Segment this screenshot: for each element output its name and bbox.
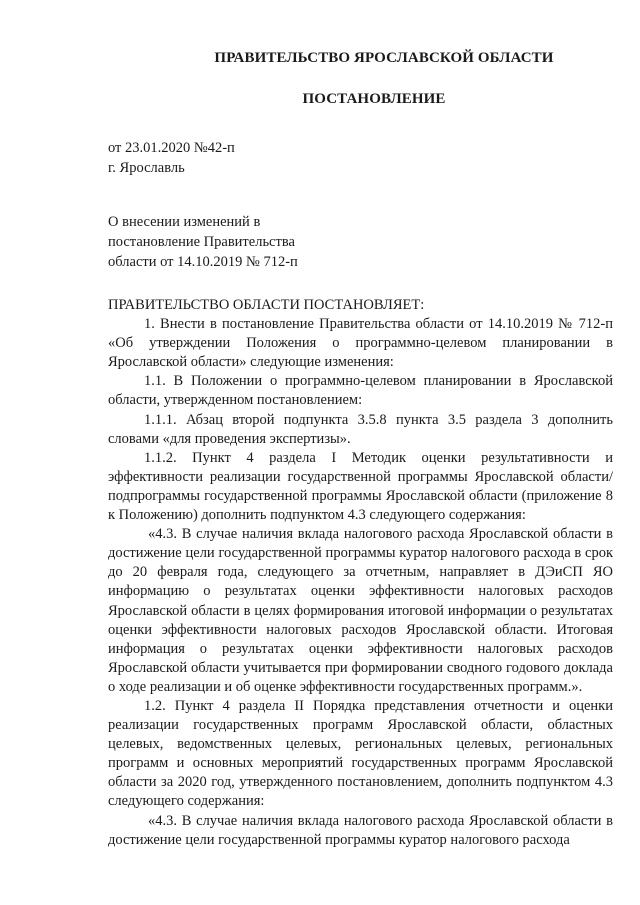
date-number: от 23.01.2020 №42-п [108,140,235,156]
document-body [108,296,613,850]
city: г. Ярославль [108,160,185,176]
subject-line: постановление Правительства [108,234,295,250]
paragraph-1-2: 1.2. Пункт 4 раздела II Порядка представления отчетности и оценки реализации государственных программ Ярославской области, областных целевых, ведомственных целевых, региональных целевых, региональных программ и основных мероприятий государственных программ Ярославской области за 2020 год, утвержденного постановлением, дополнить подпунктом 4.3 следующего содержания: [108,697,613,810]
document-type-heading: ПОСТАНОВЛЕНИЕ [302,91,446,107]
document-subject [108,212,368,272]
subject-line: О внесении изменений в [108,214,261,230]
quoted-text-4-3: «4.3. В случае наличия вклада налогового расхода Ярославской области в достижение цели государственной программы куратор налогового расхода в срок до 20 февраля года, следующего за отчетным, направляет в ДЭиСП ЯО информацию о результатах оценки эффективности налоговых расходов Ярославской области в целях формирования итоговой информации о результатах оценки эффективности налоговых расходов Ярославской области. Итоговая информация о результатах оценки эффективности налоговых расходов Ярославской области учитывается при формировании сводного годового доклада о ходе реализации и об оценке эффективности государственных программ.». [108,526,613,695]
resolution-intro: ПРАВИТЕЛЬСТВО ОБЛАСТИ ПОСТАНОВЛЯЕТ: [108,297,425,313]
paragraph-1-1-2: 1.1.2. Пункт 4 раздела I Методик оценки результативности и эффективности реализации государственной программы Ярославской области/ подпрограммы государственной программы Ярославской области (приложение 8 к Положению) дополнить подпунктом 4.3 следующего содержания: [108,449,613,524]
subject-line: области от 14.10.2019 № 712-п [108,254,298,270]
government-heading: ПРАВИТЕЛЬСТВО ЯРОСЛАВСКОЙ ОБЛАСТИ [214,50,554,66]
paragraph-1: 1. Внести в постановление Правительства области от 14.10.2019 № 712-п «Об утверждении Положения о программно-целевом планировании в Ярославской области» следующие изменения: [108,316,613,371]
quoted-text-4-3-second: «4.3. В случае наличия вклада налогового расхода Ярославской области в достижение цели государственной программы куратор налогового расхода [108,812,613,848]
paragraph-1-1-1: 1.1.1. Абзац второй подпункта 3.5.8 пункта 3.5 раздела 3 дополнить словами «для проведения экспертизы». [108,411,613,447]
paragraph-1-1: 1.1. В Положении о программно-целевом планировании в Ярославской области, утвержденном постановлением: [108,373,613,409]
